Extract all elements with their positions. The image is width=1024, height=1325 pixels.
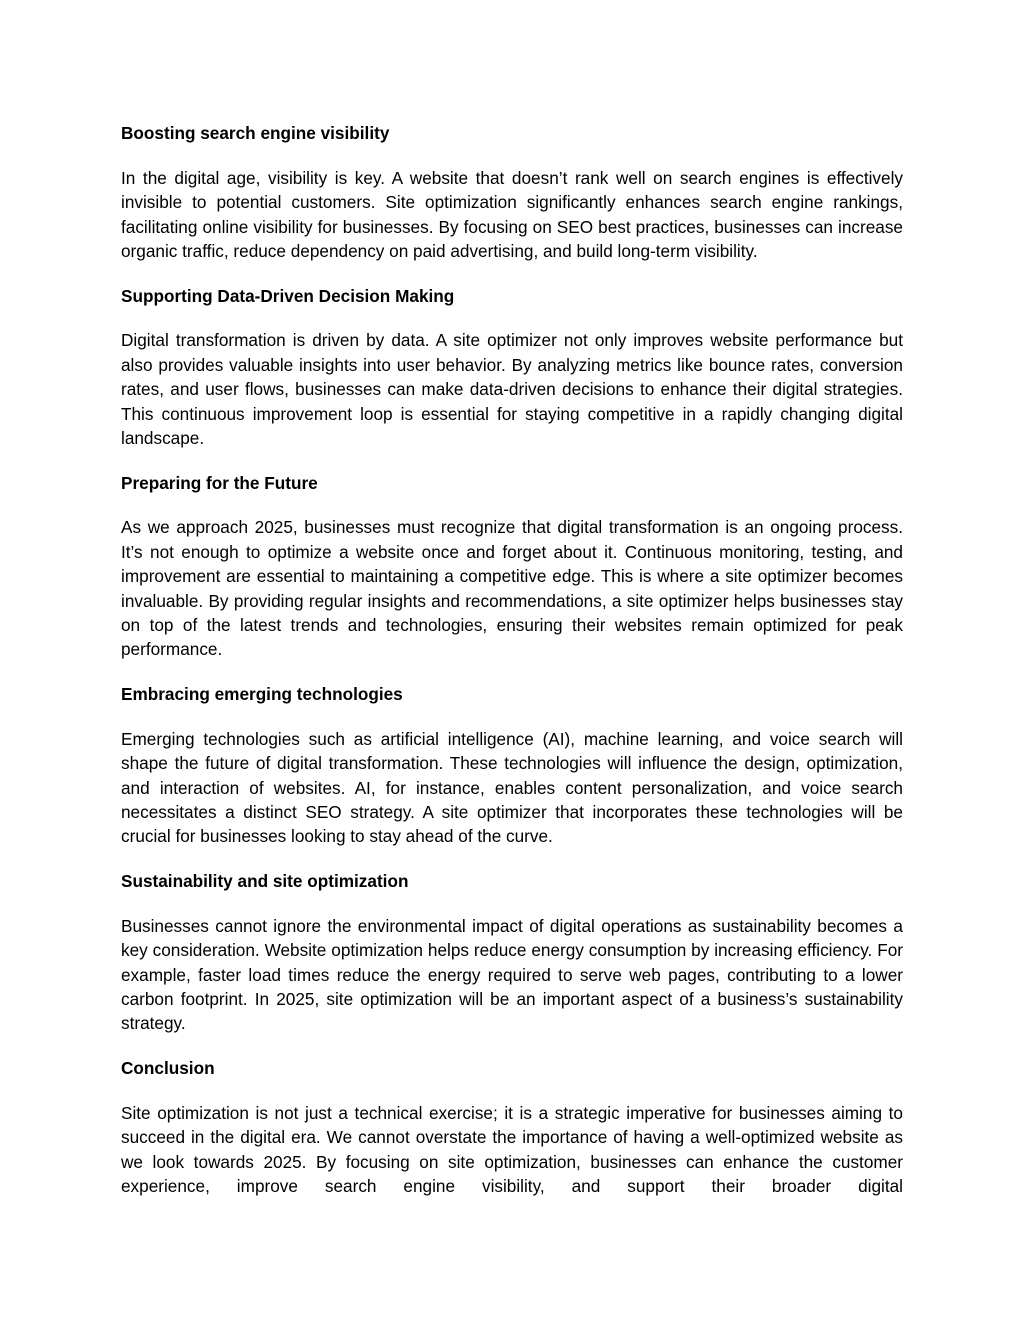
section-heading-emerging-tech: Embracing emerging technologies (121, 684, 403, 705)
section-heading-data-driven: Supporting Data-Driven Decision Making (121, 285, 455, 306)
section-heading-sustainability: Sustainability and site optimization (121, 871, 409, 892)
section-heading-search-visibility: Boosting search engine visibility (121, 123, 390, 143)
section-paragraph-emerging-tech: Emerging technologies such as artificial intelligence (AI), machine learning, and voice search will shape the future of digital transformation. These technologies will influence the design, optimization, and interaction of websites. AI, for instance, enables content personalization, and voice search necessitates a distinct SEO strategy. A site optimizer that incorporates these technologies will be crucial for businesses looking to stay ahead of the curve. (121, 728, 903, 847)
section-paragraph-sustainability: Businesses cannot ignore the environmental impact of digital operations as sustainability becomes a key consideration. Website optimization helps reduce energy consumption by increasing efficiency. For example, faster load times reduce the energy required to serve web pages, contributing to a lower carbon footprint. In 2025, site optimization will be an important aspect of a business’s sustainability strategy. (121, 915, 903, 1034)
section-paragraph-future: As we approach 2025, businesses must recognize that digital transformation is an ongoing process. It’s not enough to optimize a website once and forget about it. Continuous monitoring, testing, and improvement are essential to maintaining a competitive edge. This is where a site optimizer becomes invaluable. By providing regular insights and recommendations, a site optimizer helps businesses stay on top of the latest trends and technologies, ensuring their websites remain optimized for peak performance. (121, 517, 903, 660)
document-body (121, 121, 903, 1198)
section-paragraph-conclusion: Site optimization is not just a technical exercise; it is a strategic imperative for businesses aiming to succeed in the digital era. We cannot overstate the importance of having a well-optimized website as we look towards 2025. By focusing on site optimization, businesses can enhance the customer experience, improve search engine visibility, and support their broader digital (121, 1102, 903, 1197)
section-heading-conclusion: Conclusion (121, 1058, 215, 1079)
section-paragraph-data-driven: Digital transformation is driven by data. A site optimizer not only improves website performance but also provides valuable insights into user behavior. By analyzing metrics like bounce rates, conversion rates, and user flows, businesses can make data-driven decisions to enhance their digital strategies. This continuous improvement loop is essential for staying competitive in a rapidly changing digital landscape. (121, 330, 903, 448)
section-paragraph-search-visibility: In the digital age, visibility is key. A website that doesn’t rank well on search engines is effectively invisible to potential customers. Site optimization significantly enhances search engine rankings, facilitating online visibility for businesses. By focusing on SEO best practices, businesses can increase organic traffic, reduce dependency on paid advertising, and build long-term visibility. (121, 167, 903, 261)
section-heading-future: Preparing for the Future (121, 472, 318, 493)
